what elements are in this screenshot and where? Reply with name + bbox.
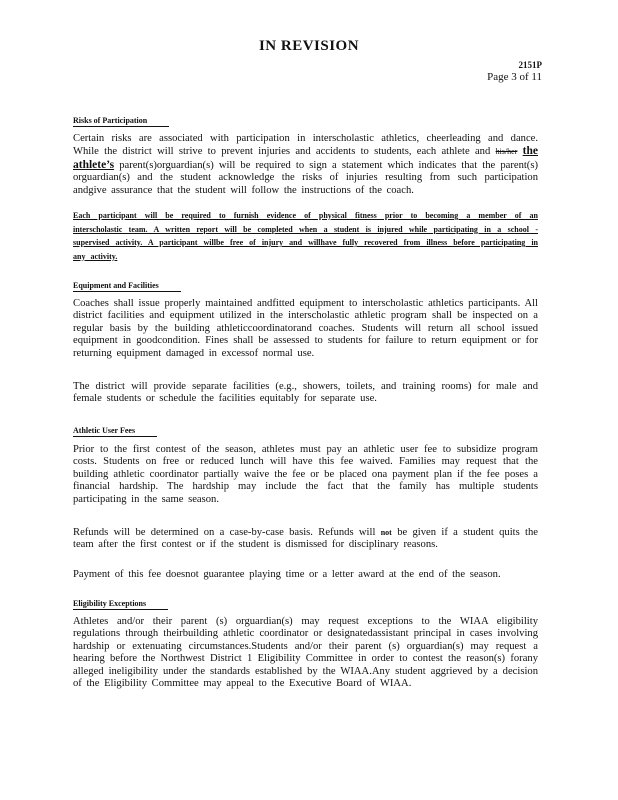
policy-code: 2151P [518,60,542,70]
fees-heading: Athletic User Fees [73,426,157,437]
equipment-paragraph-1: Coaches shall issue properly maintained andfitted equipment to interscholastic athletics participants. All district facilities and equipment utilized in the interscholastic athletic program shall be inspected on a regular basis by the building athleticcoordinatorand coaches. Students will return all school issued equipment in goodcondition. Fines shall be assessed to students for failure to return equipment or for returning equipment damaged in excessof normal use. [73,298,538,359]
fees-refund-start: Refunds will be determined on a case-by-case basis. Refunds will [73,527,376,538]
equipment-paragraph-2: The district will provide separate facilities (e.g., showers, toilets, and training rooms) for male and female students or schedule the facilities equitably for separate use. [73,381,538,405]
document-title: IN REVISION [258,38,360,54]
eligibility-paragraph: Athletes and/or their parent (s) orguardian(s) may request exceptions to the WIAA eligibility regulations through theirbuilding athletic coordinator or designatedassistant principal in cases involving hardship or extenuating circumstances.Students and/or their parent (s) orguardian(s) may request a hearing before the Northwest District 1 Eligibility Committee in order to contest the reason(s) forany alleged ineligibility under the standards established by the WIAA.Any student aggrieved by a decision of the Eligibility Committee may appeal to the Executive Board of WIAA. [73,616,538,690]
inserted-text: the athlete’s [73,145,538,171]
fees-paragraph-1: Prior to the first contest of the season, athletes must pay an athletic user fee to subsidize program costs. Students on free or reduced lunch will have this fee waived. Families may request that the building athletic coordinator partially waive the fee or be placed ona payment plan if the fee poses a financial hardship. The hardship may include the fact that the family has multiple students participating in the same season. [73,444,538,505]
fees-refund-not: not [380,528,392,537]
risks-heading: Risks of Participation [73,116,169,127]
equipment-heading: Equipment and Facilities [73,281,181,292]
fees-paragraph-3: Payment of this fee doesnot guarantee playing time or a letter award at the end of the season. [73,569,501,580]
eligibility-heading: Eligibility Exceptions [73,599,168,610]
risks-added-text: Each participant will be required to furnish evidence of physical fitness prior to becoming a member of an interscholastic team. A written report will be completed when a student is injured while participating in a school -supervised activity. A participant willbe free of injury and willhave fully recovered from illness before participating in any activity. [73,211,538,261]
risks-text-end: parent(s)orguardian(s) will be required to sign a statement which indicates that the parent(s) orguardian(s) and the student acknowledge the risks of injuries resulting from such participation andgive assurance that the student will follow the instructions of the coach. [73,159,538,196]
risks-paragraph [73,133,538,197]
page-number: Page 3 of 11 [487,71,542,83]
risks-text-start: Certain risks are associated with participation in interscholastic athletics, cheerleading and dance. While the district will strive to prevent injuries and accidents to students, each athlete and [73,133,538,158]
risks-added-paragraph [73,209,538,263]
fees-paragraph-2 [73,527,538,552]
struck-text: his/her [495,147,518,157]
fees-refund-end: be given if a student quits the team after the first contest or if the student is dismissed for disciplinary reasons. [73,527,538,551]
